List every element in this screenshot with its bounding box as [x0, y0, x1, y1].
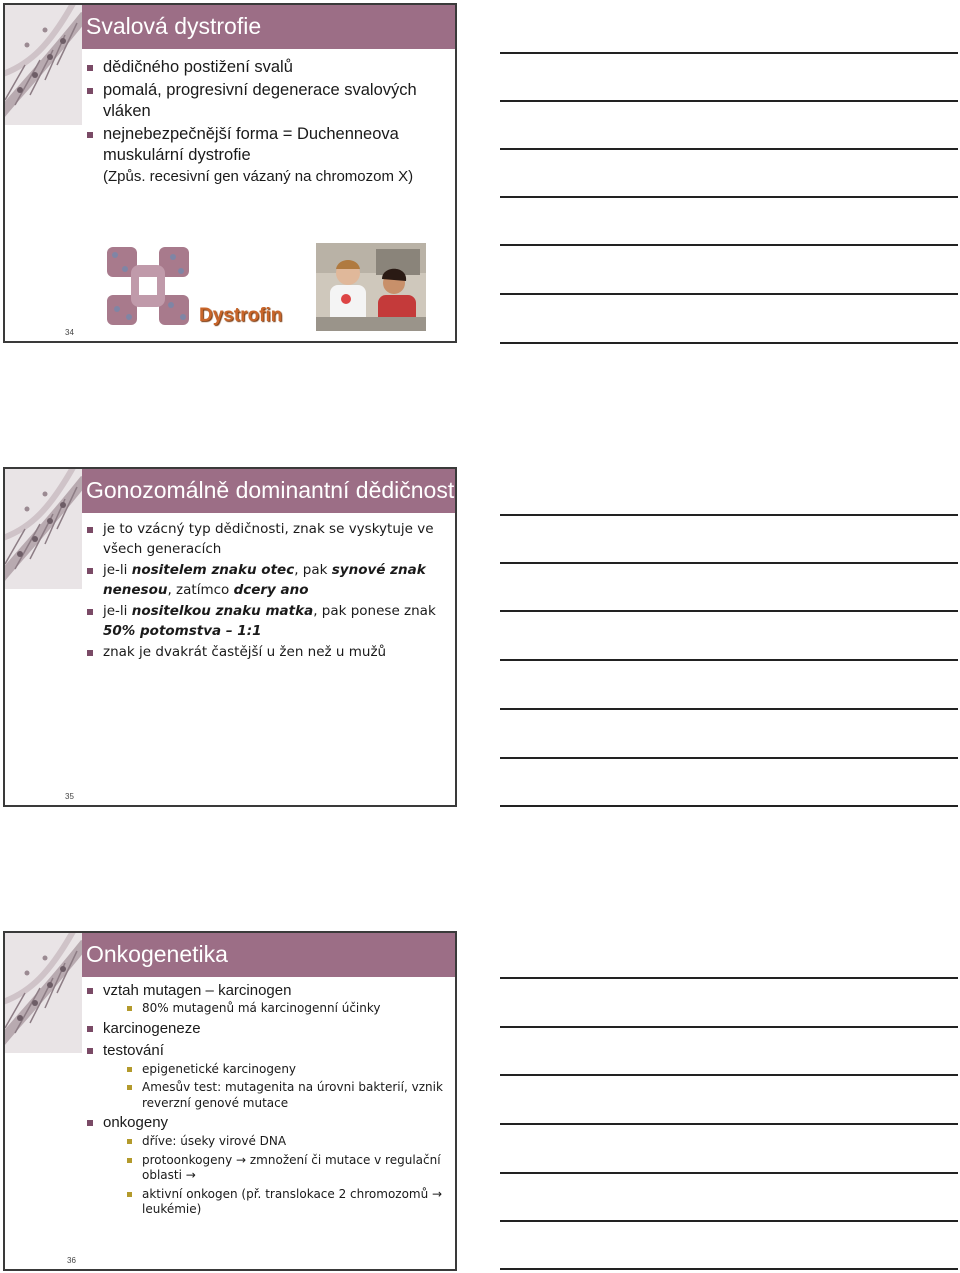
emphasis: synové znak nenesou [103, 562, 426, 598]
note-line [500, 1123, 958, 1125]
note-line [500, 100, 958, 102]
sub-bullet: epigenetické karcinogeny [122, 1062, 447, 1078]
dystrofin-label: Dystrofin [199, 305, 283, 326]
slide-title: Svalová dystrofie [86, 13, 262, 39]
slide-content [82, 520, 447, 663]
bullet [82, 561, 447, 600]
note-line [500, 514, 958, 516]
slide-34 [3, 3, 457, 343]
title-bar [82, 469, 455, 513]
note-line [500, 1074, 958, 1076]
bullet: nejnebezpečnější forma = Duchenneova muskulární dystrofie [82, 124, 447, 166]
emphasis: 50% potomstva – 1:1 [103, 622, 262, 639]
text-run: , pak ponese znak [313, 603, 436, 619]
note-line [500, 342, 958, 344]
slide-number: 34 [65, 328, 74, 337]
slide-content [82, 57, 447, 186]
slide-title: Gonozomálně dominantní dědičnost [86, 477, 455, 503]
sub-bullet: Amesův test: mutagenita na úrovni bakterií, vznik reverzní genové mutace [122, 1080, 447, 1111]
dna-helix-icon [5, 5, 82, 125]
note-line [500, 293, 958, 295]
text-run: , zatímco [167, 581, 234, 598]
note-line [500, 1172, 958, 1174]
sub-bullet: dříve: úseky virové DNA [122, 1134, 447, 1150]
note-line [500, 610, 958, 612]
emphasis: dcery ano [233, 581, 309, 598]
sub-bullet: 80% mutagenů má karcinogenní účinky [122, 1001, 447, 1017]
dna-helix-icon [5, 469, 82, 589]
patient-photo [316, 243, 426, 331]
text-run: , pak [294, 562, 332, 578]
sub-bullet: aktivní onkogen (př. translokace 2 chromozomů → leukémie) [122, 1187, 447, 1218]
slide-number: 36 [67, 1256, 76, 1265]
bullet: onkogeny [82, 1113, 447, 1133]
text-run: je-li [103, 603, 132, 619]
slide-sidebar [5, 469, 82, 805]
bullet: karcinogeneze [82, 1019, 447, 1039]
note-line [500, 244, 958, 246]
note-line [500, 1026, 958, 1028]
title-bar [82, 5, 455, 49]
note-line [500, 1268, 958, 1270]
emphasis: nositelkou znaku matka [131, 603, 314, 619]
bullet: je to vzácný typ dědičnosti, znak se vyskytuje ve všech generacích [82, 520, 447, 559]
title-bar [82, 933, 455, 977]
bullet: testování [82, 1041, 447, 1061]
note-line [500, 977, 958, 979]
note-line [500, 196, 958, 198]
slide-sidebar [5, 5, 82, 341]
slide-content [82, 981, 447, 1218]
note-line [500, 757, 958, 759]
slide-number: 35 [65, 792, 74, 801]
dna-helix-icon [5, 933, 82, 1053]
slide-title: Onkogenetika [86, 941, 228, 967]
bullet: znak je dvakrát častější u žen než u mužů [82, 643, 447, 663]
note-line [500, 1220, 958, 1222]
bullet: vztah mutagen – karcinogen [82, 981, 447, 1001]
bullet [82, 602, 447, 641]
text-run: je-li [103, 562, 132, 578]
note-line [500, 148, 958, 150]
note-line [500, 659, 958, 661]
slide-36 [3, 931, 457, 1271]
bullet: pomalá, progresivní degenerace svalových vláken [82, 80, 447, 122]
note-text: (Způs. recesivní gen vázaný na chromozom X) [103, 168, 414, 185]
slide-35 [3, 467, 457, 807]
dystrophin-protein-image [103, 243, 193, 329]
note-line [500, 805, 958, 807]
sub-bullet: protoonkogeny → zmnožení či mutace v regulační oblasti → [122, 1153, 447, 1184]
bullet: dědičného postižení svalů [82, 57, 447, 78]
note-line [500, 52, 958, 54]
emphasis: nositelem znaku otec [131, 562, 295, 578]
note-line [500, 708, 958, 710]
slide-sidebar [5, 933, 82, 1269]
note-line [500, 562, 958, 564]
